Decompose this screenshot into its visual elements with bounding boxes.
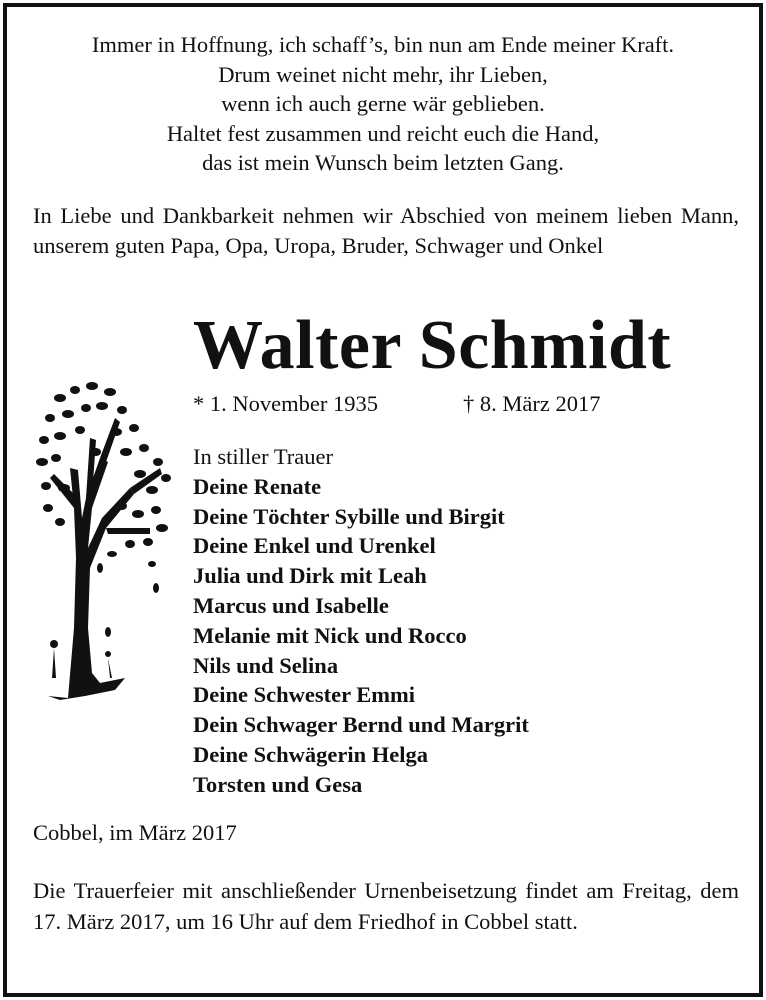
mourner-entry: Deine Schwägerin Helga xyxy=(193,741,428,767)
poem-line: Haltet fest zusammen und reicht euch die Hand, xyxy=(166,120,600,146)
mourner-entry: Julia und Dirk mit Leah xyxy=(193,563,427,589)
place-date: Cobbel, im März 2017 xyxy=(33,820,237,845)
mourners-heading: In stiller Trauer xyxy=(193,444,333,469)
poem-line: Immer in Hoffnung, ich schaff’s, bin nun am Ende meiner Kraft. xyxy=(91,32,675,57)
mourner-entry: Melanie mit Nick und Rocco xyxy=(193,622,467,648)
intro-text: In Liebe und Dankbarkeit nehmen wir Abschied von meinem lieben Mann, unserem guten Papa, Opa, Uropa, Bruder, Schwager und Onkel xyxy=(33,203,739,258)
deceased-name: Walter Schmidt xyxy=(193,307,672,384)
death-date: † 8. März 2017 xyxy=(463,391,601,416)
birth-date: * 1. November 1935 xyxy=(193,391,378,416)
mourner-entry: Deine Schwester Emmi xyxy=(193,682,416,708)
mourner-entry: Torsten und Gesa xyxy=(193,771,363,797)
mourner-entry: Dein Schwager Bernd und Margrit xyxy=(193,712,529,738)
tree-icon xyxy=(30,378,180,708)
mourner-entry: Marcus und Isabelle xyxy=(193,592,389,618)
mourner-entry: Deine Töchter Sybille und Birgit xyxy=(193,503,505,529)
funeral-notice: Die Trauerfeier mit anschließender Urnenbeisetzung findet am Freitag, dem 17. März 2017, um 16 Uhr auf dem Friedhof in Cobbel statt. xyxy=(33,878,739,934)
poem xyxy=(20,30,746,178)
life-dates xyxy=(193,389,601,419)
mourner-entry: Deine Enkel und Urenkel xyxy=(193,533,436,559)
mourners-list xyxy=(193,442,529,800)
mourner-entry: Nils und Selina xyxy=(193,652,339,678)
poem-line: das ist mein Wunsch beim letzten Gang. xyxy=(202,150,564,175)
mourner-entry: Deine Renate xyxy=(193,473,322,499)
poem-line: wenn ich auch gerne wär geblieben. xyxy=(221,91,545,116)
poem-line: Drum weinet nicht mehr, ihr Lieben, xyxy=(218,61,548,87)
